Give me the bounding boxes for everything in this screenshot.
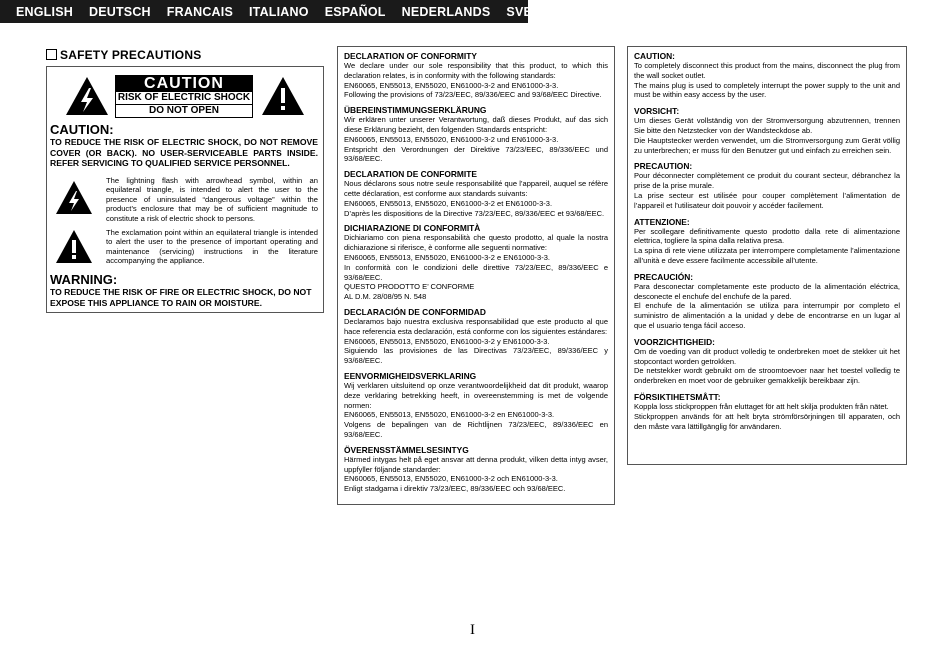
lightning-description: The lightning flash with arrowhead symbol, within an equilateral triangle, is intended to alert the user to the presence of uninsulated “dangerous voltage” within the product’s enclosure that may be of sufficient magnitude to constitute a risk of electric shock to persons. <box>106 176 318 223</box>
warning-title: WARNING: <box>50 272 118 287</box>
declaration-nl: EENVORMIGHEIDSVERKLARING Wij verklaren uitsluitend op onze verantwoordelijkheid dat dit produkt, waarop deze verklaring betrekking heeft, in overeenstemming is met de volgende normen: EN60065, EN55013, EN55020, EN61000-3-2 en EN61000-3-3. Volgens de bepalingen van de Richtlijnen 73/23/EEC, 89/336/EEC en 93/68/EEC. <box>344 370 608 439</box>
lang-svenska: SVENSKA <box>506 4 569 19</box>
exclamation-warning-icon <box>260 75 306 117</box>
caution-fr: PRECAUTION: Pour déconnecter complètement ce produit du courant secteur, débranchez la prise de la prise murale. La prise secteur est utilisée pour couper complètement l’alimentation de l’appareil et l’utilisateur doit pouvoir y accéder facilement. <box>634 161 900 210</box>
lightning-warning-icon <box>64 75 110 117</box>
lang-nederlands: NEDERLANDS <box>401 4 491 19</box>
exclamation-description: The exclamation point within an equilateral triangle is intended to alert the user to the presence of important operating and maintenance (servicing) instructions in the literature accompanying the appliance. <box>106 228 318 266</box>
caution-sv: FÖRSIKTIHETSMÅTT: Koppla loss stickproppen från eluttaget för att helt skilja produkten från nätet. Stickproppen används för att helt bryta strömförsörjningen till apparaten, och den måste vara lättillgänglig för användaren. <box>634 391 900 431</box>
language-bar <box>0 0 569 23</box>
caution-nl: VOORZICHTIGHEID: Om de voeding van dit product volledig te onderbreken moet de stekker uit het stopcontact worden getrokken. De netstekker wordt gebruikt om de stroomtoevoer naar het toestel volledig te onderbreken en moet voor de gebruiker gemakkelijk bereikbaar zijn. <box>634 336 900 386</box>
caution-body: TO REDUCE THE RISK OF ELECTRIC SHOCK, DO NOT REMOVE COVER (OR BACK). NO USER-SERVICEABLE PARTS INSIDE. REFER SERVICING TO QUALIFIED SERVICE PERSONNEL. <box>50 137 318 168</box>
declaration-fr: DECLARATION DE CONFORMITE Nous déclarons sous notre seule responsabilité que l’appareil, auquel se réfère cette déclaration, est conforme aux standards suivants: EN60065, EN55013, EN55020, EN61000-3-2 et EN61000-3-3. D’après les dispositions de la Directive 73/23/EEC, 89/336/EEC et 93/68/EEC. <box>344 169 608 218</box>
lightning-symbol-icon <box>55 180 93 215</box>
lang-espanol: ESPAÑOL <box>324 4 386 19</box>
lang-deutsch: DEUTSCH <box>88 4 151 19</box>
lang-italiano: ITALIANO <box>248 4 309 19</box>
lang-francais: FRANCAIS <box>166 4 233 19</box>
checkbox-square-icon <box>46 49 57 60</box>
conformity-declarations <box>337 46 615 505</box>
exclamation-symbol-icon <box>55 229 93 264</box>
caution-label: CAUTION <box>115 75 253 92</box>
risk-label: RISK OF ELECTRIC SHOCK DO NOT OPEN <box>115 92 253 118</box>
declaration-it: DICHIARAZIONE DI CONFORMITÀ Dichiariamo con piena responsabilità che questo prodotto, al quale la nostra dichiarazione si riferisce, è conforme alle seguenti normative: EN60065, EN55013, EN55020, EN61000-3-2 e EN61000-3-3. In conformità con le condizioni delle direttive 73/23/EEC, 89/336/EEC e 93/68/EEC. QUESTO PRODOTTO E’ CONFORME AL D.M. 28/08/95 N. 548 <box>344 223 608 302</box>
warning-body: TO REDUCE THE RISK OF FIRE OR ELECTRIC SHOCK, DO NOT EXPOSE THIS APPLIANCE TO RAIN OR MOISTURE. <box>50 287 312 308</box>
page-number: I <box>470 622 475 638</box>
caution-title: CAUTION: <box>50 122 114 137</box>
caution-es: PRECAUCIÓN: Para desconectar completamente este producto de la alimentación eléctrica, desconecte el enchufe del enchufe de la pared. El enchufe de la alimentación se utiliza para interrumpir por completo el suministro de alimentación a la unidad y debe de encontrarse en un lugar al que el usuario tenga fácil acceso. <box>634 271 900 330</box>
caution-it: ATTENZIONE: Per scollegare definitivamente questo prodotto dalla rete di alimentazione elettrica, togliere la spina dalla relativa presa. La spina di rete viene utilizzata per interrompere completamente l’alimentazione all’unità e deve essere facilmente accessibile all’utente. <box>634 216 900 265</box>
declaration-sv: ÖVERENSSTÄMMELSESINTYG Härmed intygas helt på eget ansvar att denna produkt, vilken detta intyg avser, uppfyller följande standarder: EN60065, EN55013, EN55020, EN61000-3-2 och EN61000-3-3. Enligt stadgarna i direktiv 73/23/EEC, 89/336/EEC och 93/68/EEC. <box>344 444 608 494</box>
caution-de: VORSICHT: Um dieses Gerät vollständig von der Stromversorgung abzutrennen, trennen Sie bitte den Netzstecker von der Wandsteckdose ab. Die Hauptstecker werden verwendet, um die Stromversorgung zum Gerät völlig zu unterbrechen; er muss für den Benutzer gut und einfach zu erreichen sein. <box>634 106 900 155</box>
safety-heading: SAFETY PRECAUTIONS <box>46 48 201 62</box>
declaration-en: DECLARATION OF CONFORMITY We declare under our sole responsibility that this product, to which this declaration relates, is in conformity with the following standards: EN60065, EN55013, EN55020, EN61000-3-2 and EN61000-3-3. Following the provisions of 73/23/EEC, 89/336/EEC and 93/68/EEC Directive. <box>344 51 608 100</box>
mains-cautions <box>627 46 907 465</box>
caution-en: CAUTION: To completely disconnect this product from the mains, disconnect the plug from the wall socket outlet. The mains plug is used to completely interrupt the power supply to the unit and must be within easy access by the user. <box>634 51 900 100</box>
lang-english: ENGLISH <box>16 4 73 19</box>
declaration-de: ÜBEREINSTIMMUNGSERKLÄRUNG Wir erklären unter unserer Verantwortung, daß dieses Produkt, auf das sich diese Erklärung bezieht, den folgenden Standards entspricht: EN60065, EN55013, EN55020, EN61000-3-2 und EN61000-3-3. Entspricht den Verordnungen der Direktive 73/23/EEC, 89/336/EEC und 93/68/EEC. <box>344 105 608 164</box>
declaration-es: DECLARACIÓN DE CONFORMIDAD Declaramos bajo nuestra exclusiva responsabilidad que este producto al que hace referencia esta declaración, está conforme con los siguientes estándares: EN60065, EN55013, EN55020, EN61000-3-2 y EN61000-3-3. Siguiendo las provisiones de las Directivas 73/23/EEC, 89/336/EEC y 93/68/EEC. <box>344 306 608 366</box>
